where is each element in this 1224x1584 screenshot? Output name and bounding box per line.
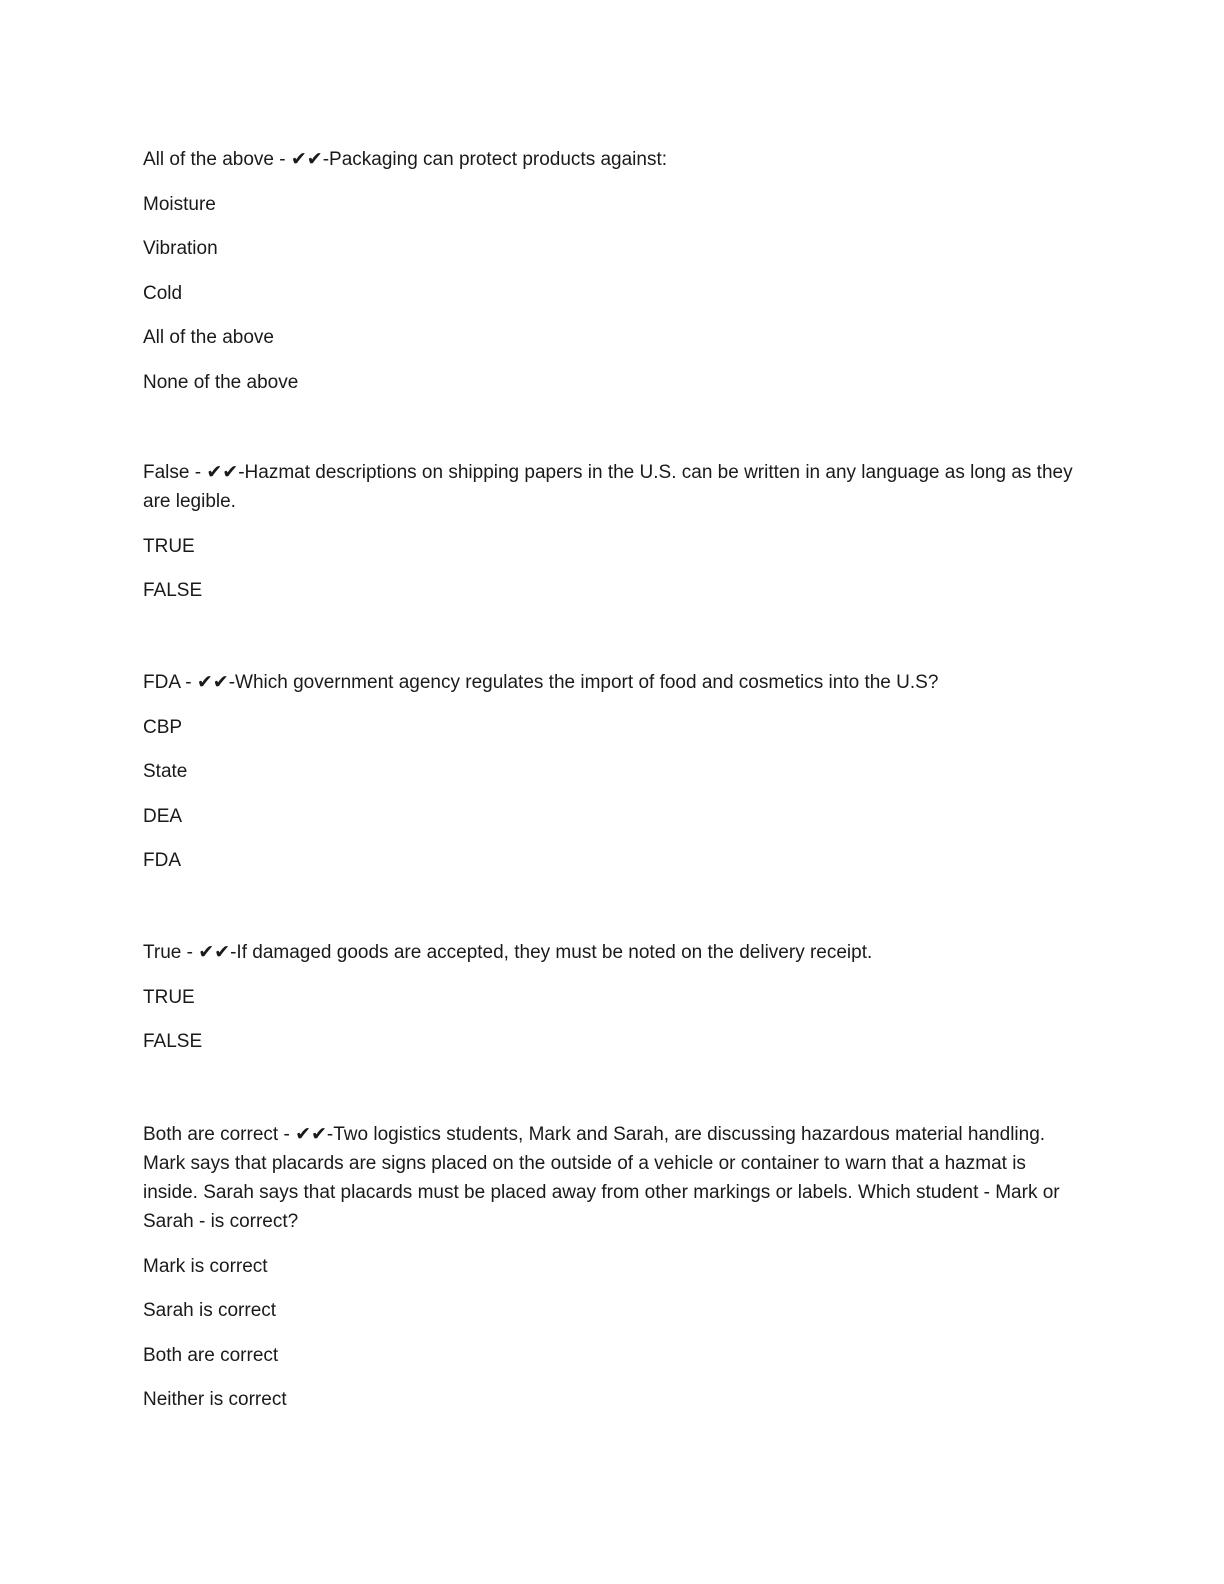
question-stem [143,145,1083,174]
double-check-icon: ✔✔ [196,671,229,693]
question-placards [143,1120,1083,1414]
option-item: FDA [143,850,181,871]
option-list [143,983,1083,1057]
question-stem [143,458,1083,516]
answer-text: Both are correct [143,1124,279,1145]
answer-text: FDA [143,672,180,693]
question-stem [143,938,1083,967]
question-prompt: -Hazmat descriptions on shipping papers in the U.S. can be written in any language as long as they are legible. [143,462,1073,512]
answer-separator: - [181,942,199,963]
option-list [143,713,1083,876]
option-item: Neither is correct [143,1389,287,1410]
answer-text: False [143,462,190,483]
option-item: FALSE [143,580,203,601]
option-item: Moisture [143,193,216,215]
answer-separator: - [278,1124,296,1145]
option-item: TRUE [143,535,195,557]
question-prompt: -If damaged goods are accepted, they must be noted on the delivery receipt. [230,942,873,963]
double-check-icon: ✔✔ [198,941,231,963]
double-check-icon: ✔✔ [295,1123,327,1145]
option-item: FALSE [143,1031,203,1052]
option-item: Vibration [143,238,218,259]
answer-text: All of the above [143,149,274,170]
answer-separator: - [273,149,291,170]
option-item: DEA [143,805,183,827]
answer-text: True [143,942,182,963]
option-item: Mark is correct [143,1255,268,1277]
question-stem [143,1120,1083,1236]
question-hazmat-language [143,458,1083,605]
option-item: Both are correct [143,1344,279,1366]
question-packaging [143,145,1083,397]
option-item: Sarah is correct [143,1300,277,1321]
question-prompt: -Two logistics students, Mark and Sarah, are discussing hazardous material handling. Mark says that placards are signs placed on the outside of a vehicle or container to warn that a hazmat is inside. Sarah says that placards must be placed away from other markings or labels. Which student - Mark or Sarah - is correct? [143,1124,1060,1232]
option-item: State [143,761,188,782]
answer-separator: - [179,672,197,693]
question-damaged-goods [143,938,1083,1056]
option-list [143,1252,1083,1415]
option-item: None of the above [143,371,299,393]
question-government-agency [143,668,1083,875]
option-item: TRUE [143,986,195,1008]
option-list [143,532,1083,606]
question-prompt: -Which government agency regulates the import of food and cosmetics into the U.S? [228,672,939,693]
double-check-icon: ✔✔ [290,148,323,170]
option-list [143,190,1083,397]
answer-separator: - [189,462,207,483]
question-prompt: -Packaging can protect products against: [322,149,668,170]
double-check-icon: ✔✔ [206,461,239,483]
option-item: Cold [143,282,183,304]
option-item: CBP [143,716,183,738]
option-item: All of the above [143,327,274,348]
question-stem [143,668,1083,697]
